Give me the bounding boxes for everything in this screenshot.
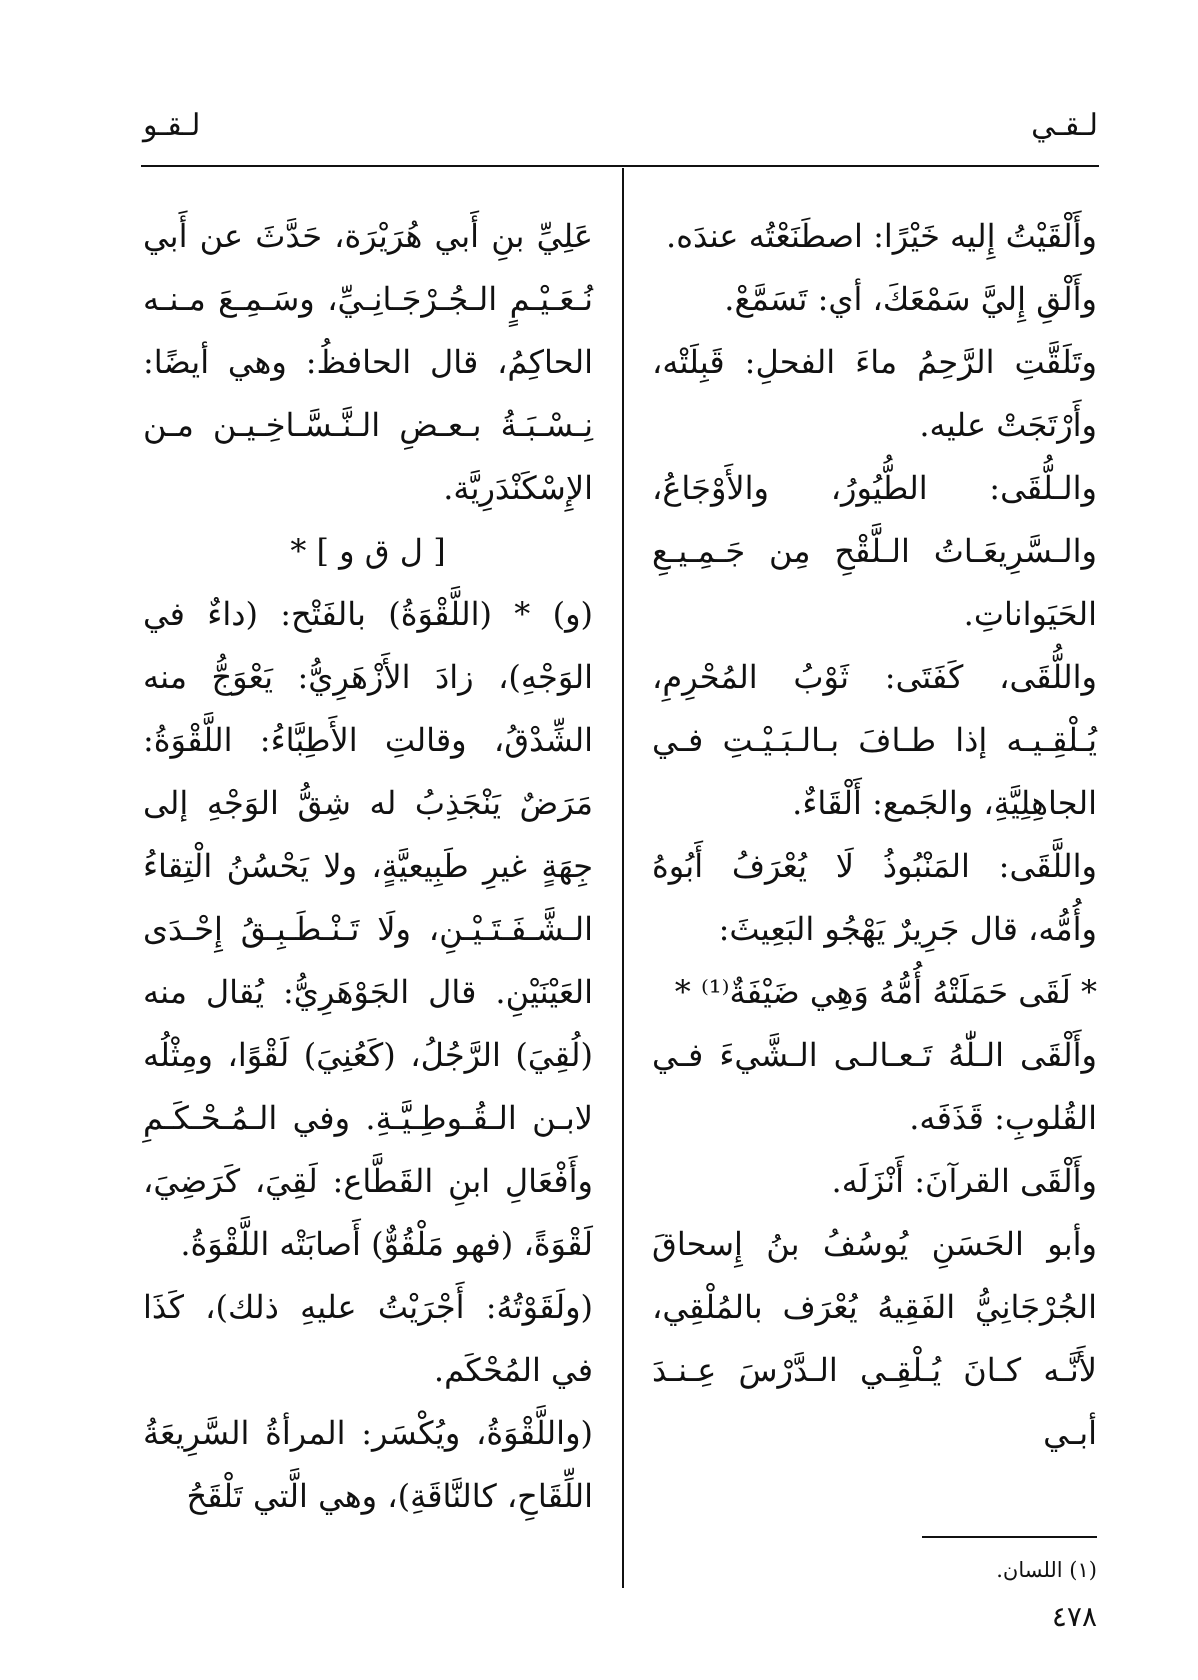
paragraph: (ولَقَوْتُهُ: أَجْرَيْتُ عليهِ ذلك)، كَذَا في المُحْكَم. [143,1288,593,1389]
paragraph: عَلِيِّ بنِ أَبي هُرَيْرَة، حَدَّثَ عن أَبي نُـعَـيْـمٍ الـجُـرْجَـانِـيِّ، وسَـمِـعَ مـنـه الحاكِمُ، قال الحافظُ: وهي أيضًا: نِـسْـبَـةُ بـعـضِ الـنَّـسَّـاخِـيـن مـن الإِسْكَنْدَرِيَّة. [143,217,593,507]
entry-heading: [ ل ق و ] * [290,532,446,570]
running-header-right: لـقـي [1031,108,1098,143]
paragraph: وتَلَقَّتِ الرَّحِمُ ماءَ الفحلِ: قَبِلَتْه، وأَرْتَجَتْ عليه. [652,343,1097,444]
paragraph: وأَلْقَيْتُ إِليه خَيْرًا: اصطَنَعْتُه عندَه. [666,217,1097,255]
footnote: (١) اللسان. [996,1558,1097,1582]
right-column [652,205,1097,1465]
running-header-left: لـقـو [143,108,201,143]
paragraph: (و) * (اللَّقْوَةُ) بالفَتْح: (داءٌ في الوَجْهِ)، زادَ الأَزْهَرِيُّ: يَعْوَجُّ منه الشِّدْقُ، وقالتِ الأَطِبَّاءُ: اللَّقْوَةُ: مَرَضٌ يَنْجَذِبُ له شِقُّ الوَجْهِ إلى جِهَةٍ غيرِ طَبِيعيَّةٍ، ولا يَحْسُنُ الْتِقاءُ الـشَّـفَـتَـيْـنِ، ولَا تَـنْـطَـبِـقُ إِحْـدَى العَيْنَيْنِ. قال الجَوْهَرِيُّ: يُقال منه (لُقِيَ) الرَّجُلُ، (كَعُنِيَ) لَقْوًا، ومِثْلُه لابـن الـقُـوطِـيَّـةِ. وفي الـمُـحْـكَـمِ وأَفْعَالِ ابنِ القَطَّاع: لَقِيَ، كَرَضِيَ، لَقْوَةً، (فهو مَلْقُوٌّ) أَصابَتْه اللَّقْوَةُ. [143,595,593,1263]
page-number: ٤٧٨ [1051,1600,1097,1633]
column-divider [622,168,624,1588]
left-column [143,205,593,1528]
paragraph: واللُّقَى، كَفَتَى: ثَوْبُ المُحْرِمِ، يُـلْقِـيـه إذا طـافَ بـالـبَـيْـتِ فـي الجاهِلِيَّةِ، والجَمع: أَلْقَاءٌ. [652,658,1097,822]
paragraph: وأَلْقِ إِليَّ سَمْعَكَ، أي: تَسَمَّعْ. [724,280,1097,318]
paragraph: وأبو الحَسَنِ يُوسُفُ بنُ إِسحاقَ الجُرْجَانِيُّ الفَقِيهُ يُعْرَف بالمُلْقِي، لأَنَّـه كـانَ يُـلْقِـي الـدَّرْسَ عِـنـدَ أبـي [652,1225,1097,1452]
header-rule [141,165,1099,167]
footnote-rule [922,1536,1097,1538]
paragraph: وأَلْقَى الـلّٰهُ تَـعـالـى الـشَّيءَ فـي القُلوبِ: قَذَفَه. [652,1036,1097,1137]
paragraph: وأَلْقَى القرآنَ: أَنْزَلَه. [831,1162,1097,1200]
paragraph: (واللَّقْوَةُ، ويُكْسَر: المرأةُ السَّرِيعَةُ اللِّقَاحِ، كالنَّاقَةِ)، وهي الَّتي تَلْقَحُ [143,1414,593,1515]
poetry-verse: * لَقَى حَمَلَتْهُ أُمُّهُ وَهِي ضَيْفَةٌ⁽¹⁾ * [674,973,1097,1011]
paragraph: واللَّقَى: المَنْبُوذُ لَا يُعْرَفُ أَبُوهُ وأُمُّه، قال جَرِيرٌ يَهْجُو البَعِيثَ: [652,847,1097,948]
paragraph: والـلُّقَى: الطُّيُورُ، والأَوْجَاعُ، والـسَّرِيعَـاتُ الـلَّقْحِ مِن جَـمِـيـعِ الحَيَواناتِ. [652,469,1097,633]
